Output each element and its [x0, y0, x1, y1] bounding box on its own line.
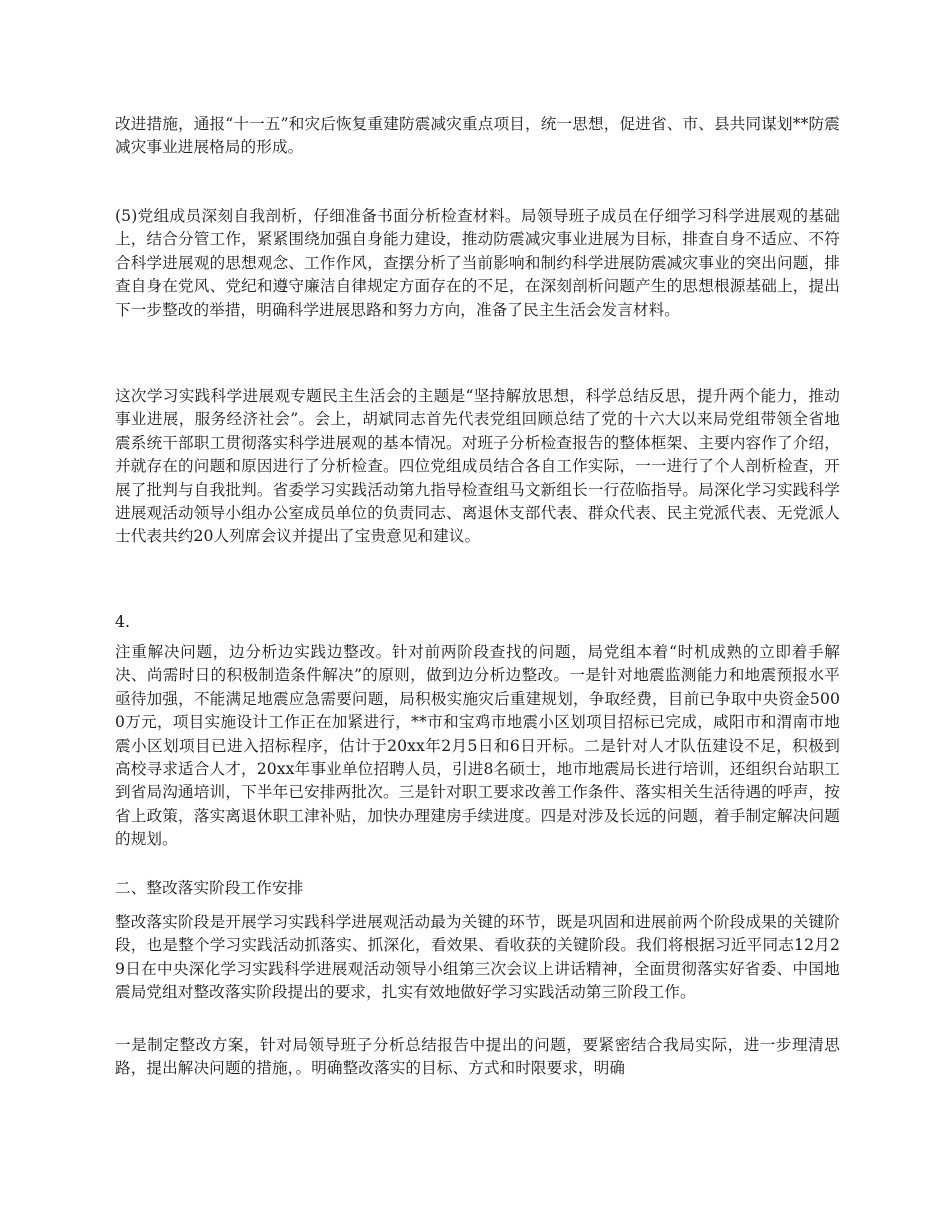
section-number: 4. — [115, 613, 131, 631]
paragraph-rectification-plan: 一是制定整改方案，针对局领导班子分析总结报告中提出的问题，要紧密结合我局实际，进一步理清思路，提出解决问题的措施，。明确整改落实的目标、方式和时限要求，明确 — [115, 1036, 840, 1078]
paragraph-meeting-theme: 这次学习实践科学进展观专题民主生活会的主题是“坚持解放思想，科学总结反思，提升两个能力，推动事业进展，服务经济社会”。会上，胡斌同志首先代表党组回顾总结了党的十六大以来局党组带领全省地震系统干部职工贯彻落实科学进展观的基本情况。对班子分析检查报告的整体框架、主要内容作了介绍，并就存在的问题和原因进行了分析检查。四位党组成员结合各自工作实际，一一进行了个人剖析检查，开展了批判与自我批判。省委学习实践活动第九指导检查组马文新组长一行莅临指导。局深化学习实践科学进展观活动领导小组办公室成员单位的负责同志、离退休支部代表、群众代表、民主党派代表、无党派人士代表共约20人列席会议并提出了宝贵意见和建议。 — [115, 387, 840, 546]
paragraph-rectification-stage: 整改落实阶段是开展学习实践科学进展观活动最为关键的环节，既是巩固和进展前两个阶段成果的关键阶段，也是整个学习实践活动抓落实、抓深化，看效果、看收获的关键阶段。我们将根据习近平同志12月29日在中央深化学习实践科学进展观活动领导小组第三次会议上讲话精神，全面贯彻落实好省委、中国地震局党组对整改落实阶段提出的要求，扎实有效地做好学习实践活动第三阶段工作。 — [115, 913, 840, 1002]
paragraph-measures-summary: 改进措施，通报“十一五”和灾后恢复重建防震减灾重点项目，统一思想，促进省、市、县共同谋划**防震减灾事业进展格局的形成。 — [115, 115, 840, 157]
paragraph-problem-solving: 注重解决问题，边分析边实践边整改。针对前两阶段查找的问题，局党组本着“时机成熟的立即着手解决、尚需时日的积极制造条件解决”的原则，做到边分析边整改。一是针对地震监测能力和地震预报水平亟待加强，不能满足地震应急需要问题，局积极实施灾后重建规划，争取经费，目前已争取中央资金5000万元，项目实施设计工作正在加紧进行，**市和宝鸡市地震小区划项目招标已完成，咸阳市和渭南市地震小区划项目已进入招标程序，估计于20xx年2月5日和6日开标。二是针对人才队伍建设不足，积极到高校寻求适合人才，20xx年事业单位招聘人员，引进8名硕士，地市地震局长进行培训，还组织台站职工到省局沟通培训，下半年已安排两批次。三是针对职工要求改善工作条件、落实相关生活待遇的呼声，按省上政策，落实离退休职工津补贴，加快办理建房手续进度。四是对涉及长远的问题，着手制定解决问题的规划。 — [115, 643, 840, 849]
section-heading: 二、整改落实阶段工作安排 — [115, 879, 304, 897]
paragraph-self-analysis: (5)党组成员深刻自我剖析，仔细准备书面分析检查材料。局领导班子成员在仔细学习科学进展观的基础上，结合分管工作，紧紧围绕加强自身能力建设，推动防震减灾事业进展为目标，排查自身不适应、不符合科学进展观的思想观念、工作作风，查摆分析了当前影响和制约科学进展防震减灾事业的突出问题，排查自身在党风、党纪和遵守廉洁自律规定方面存在的不足，在深刻剖析问题产生的思想根源基础上，提出下一步整改的举措，明确科学进展思路和努力方向，准备了民主生活会发言材料。 — [115, 207, 840, 319]
